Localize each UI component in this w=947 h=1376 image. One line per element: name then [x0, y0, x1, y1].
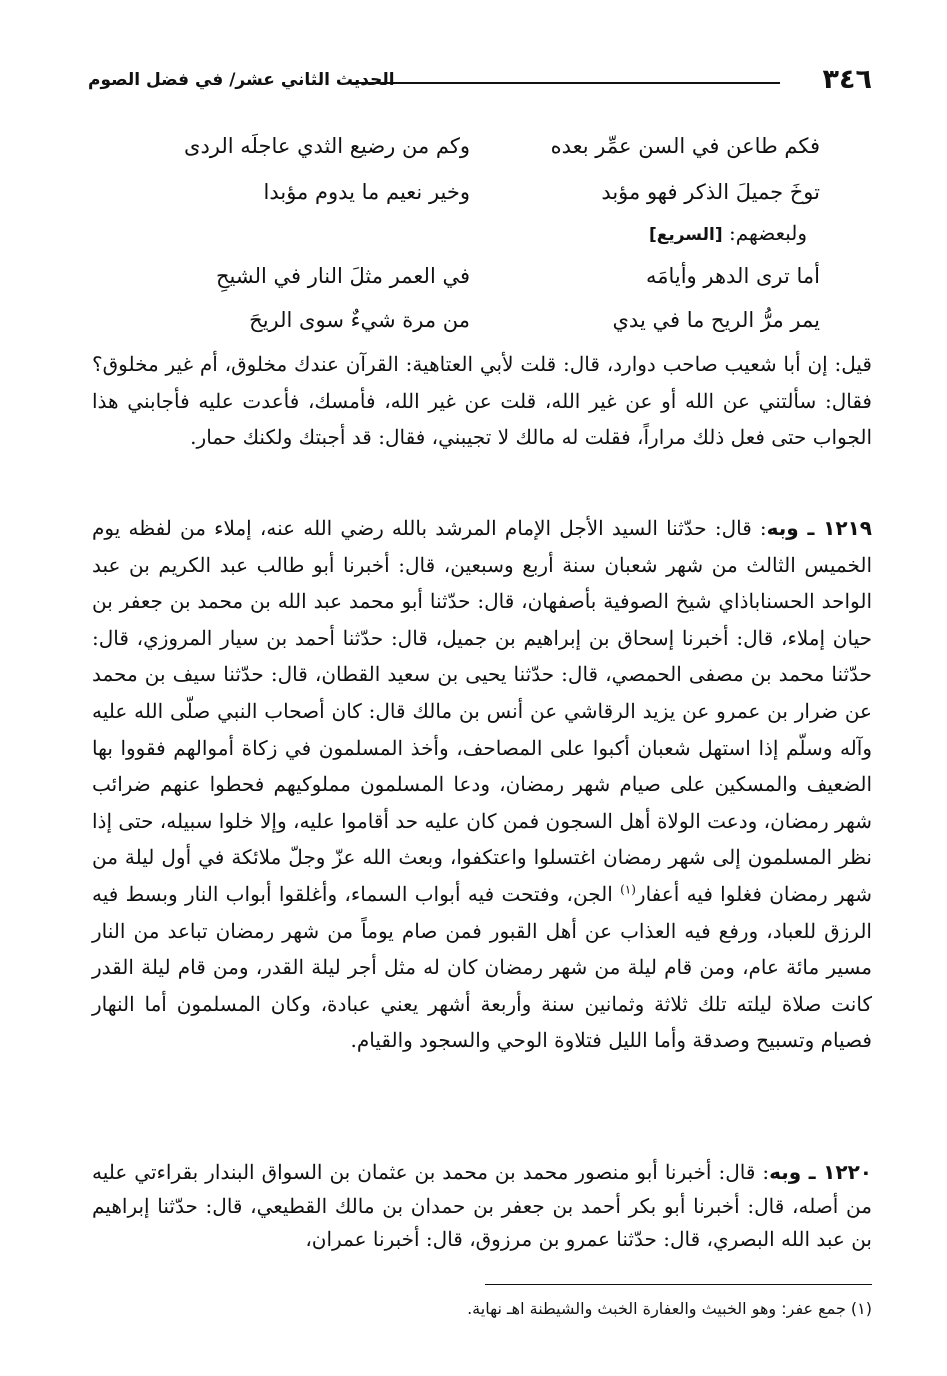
entry-text-continued: الجن، وفتحت فيه أبواب السماء، وأغلقوا أبواب النار وبسط فيه الرزق للعباد، ورفع فيه العذاب عن أهل القبور فمن صام يوماً من شهر رمضان تباعد من النار مسير مائة عام، ومن قام ليلة من شهر رمضان كان له مثل أجر ليلة القدر، ومن قام ليلة القدر كانت صلاة ليلته تلك ثلاثة وثمانين سنة وأربعة أشهر يعني عبادة، وكان المسلمون أما النهار فصيام وتسبيح وصدقة وأما الليل فتلاوة الوحي والسجود والقيام.	[92, 881, 872, 1053]
meter-line	[447, 218, 807, 250]
verse-line	[140, 172, 820, 212]
page-number: ٣٤٦	[822, 64, 872, 95]
verse-first-hemistich: توخَ جميلَ الذكر فهو مؤبد	[601, 180, 820, 204]
verse-first-hemistich: يمر مرُّ الريح ما في يدي	[612, 308, 820, 332]
verse-line	[140, 300, 820, 340]
entry-text: : قال: أخبرنا أبو منصور محمد بن محمد بن عثمان بن السواق البندار بقراءتي عليه من أصله، قال: أخبرنا أبو بكر أحمد بن جعفر بن حمدان بن مالك القطيعي، قال: حدّثنا إبراهيم بن عبد الله البصري، قال: حدّثنا عمرو بن مرزوق، قال: أخبرنا عمران،	[92, 1160, 872, 1252]
meter-name: [السريع]	[648, 225, 723, 245]
running-title: الحديث الثاني عشر/ في فضل الصوم	[88, 70, 395, 90]
running-header	[88, 66, 872, 102]
entry-number: ١٢٢٠ ـ وبه	[769, 1160, 872, 1184]
entry-text: : قال: حدّثنا السيد الأجل الإمام المرشد بالله رضي الله عنه، إملاء من لفظه يوم الخميس الثالث من شهر شعبان سنة أربع وسبعين، قال: أخبرنا أبو طالب عبد الكريم بن عبد الواحد الحسناباذاي شيخ الصوفية بأصفهان، قال: حدّثنا أبو محمد عبد الله بن محمد بن جعفر بن حيان إملاء، قال: أخبرنا إسحاق بن إبراهيم بن جميل، قال: حدّثنا أحمد بن سيار المروزي، قال: حدّثنا محمد بن مصفى الحمصي، قال: حدّثنا يحيى بن سعيد القطان، قال: حدّثنا سيف بن محمد عن ضرار بن عمرو عن يزيد الرقاشي عن أنس بن مالك قال: كان أصحاب النبي صلّى الله عليه وآله وسلّم إذا استهل شعبان أكبوا على المصاحف، وأخذ المسلمون في زكاة أموالهم فقووا بها الضعيف والمسكين على صيام شهر رمضان، ودعا المسلمون مملوكيهم فحطوا عنهم ضرائب شهر رمضان، ودعت الولاة أهل السجون فمن كان عليه حد أقاموا عليه، وإلا خلوا سبيله، حتى إذا نظر المسلمون إلى شهر رمضان اغتسلوا واعتكفوا، وبعث الله عزّ وجلّ ملائكة في أول ليلة من شهر رمضان فغلوا فيه أعفار	[92, 516, 872, 906]
verse-line	[140, 126, 820, 166]
anecdote-paragraph: قيل: إن أبا شعيب صاحب دوارد، قال: قلت لأبي العتاهية: القرآن عندك مخلوق، أم غير مخلوق؟ فقال: سألتني عن الله أو عن غير الله، قلت عن غير الله، فأمسك، فأعدت عليه فأجابني هذا الجواب حتى فعل ذلك مراراً، فقلت له مالك لا تجيبني، فقال: قد أجبتك ولكنك حمار.	[92, 352, 872, 449]
verse-line	[140, 256, 820, 296]
verse-second-hemistich: وخير نعيم ما يدوم مؤبدا	[263, 180, 470, 204]
verse-first-hemistich: أما ترى الدهر وأيامَه	[645, 264, 820, 288]
header-rule	[350, 82, 780, 84]
verse-first-hemistich: فكم طاعن في السن عمِّر بعده	[550, 134, 820, 158]
verse-second-hemistich: من مرة شيءٌ سوى الريحَ	[249, 308, 470, 332]
verse-second-hemistich: في العمر مثلَ النار في الشيحِ	[215, 264, 470, 288]
entry-number: ١٢١٩ ـ وبه	[766, 516, 872, 540]
footnote-separator	[485, 1284, 872, 1285]
footnote-marker: (١)	[620, 882, 636, 897]
meter-intro: ولبعضهم:	[728, 221, 807, 245]
hadith-entry-1219	[92, 510, 872, 1059]
footnote: (١) جمع عفر: وهو الخبيث والعفارة الخبث والشيطنة اهـ نهاية.	[467, 1299, 872, 1318]
verse-second-hemistich: وكم من رضيع الثدي عاجلَه الردى	[184, 134, 470, 158]
hadith-entry-1220	[92, 1156, 872, 1257]
